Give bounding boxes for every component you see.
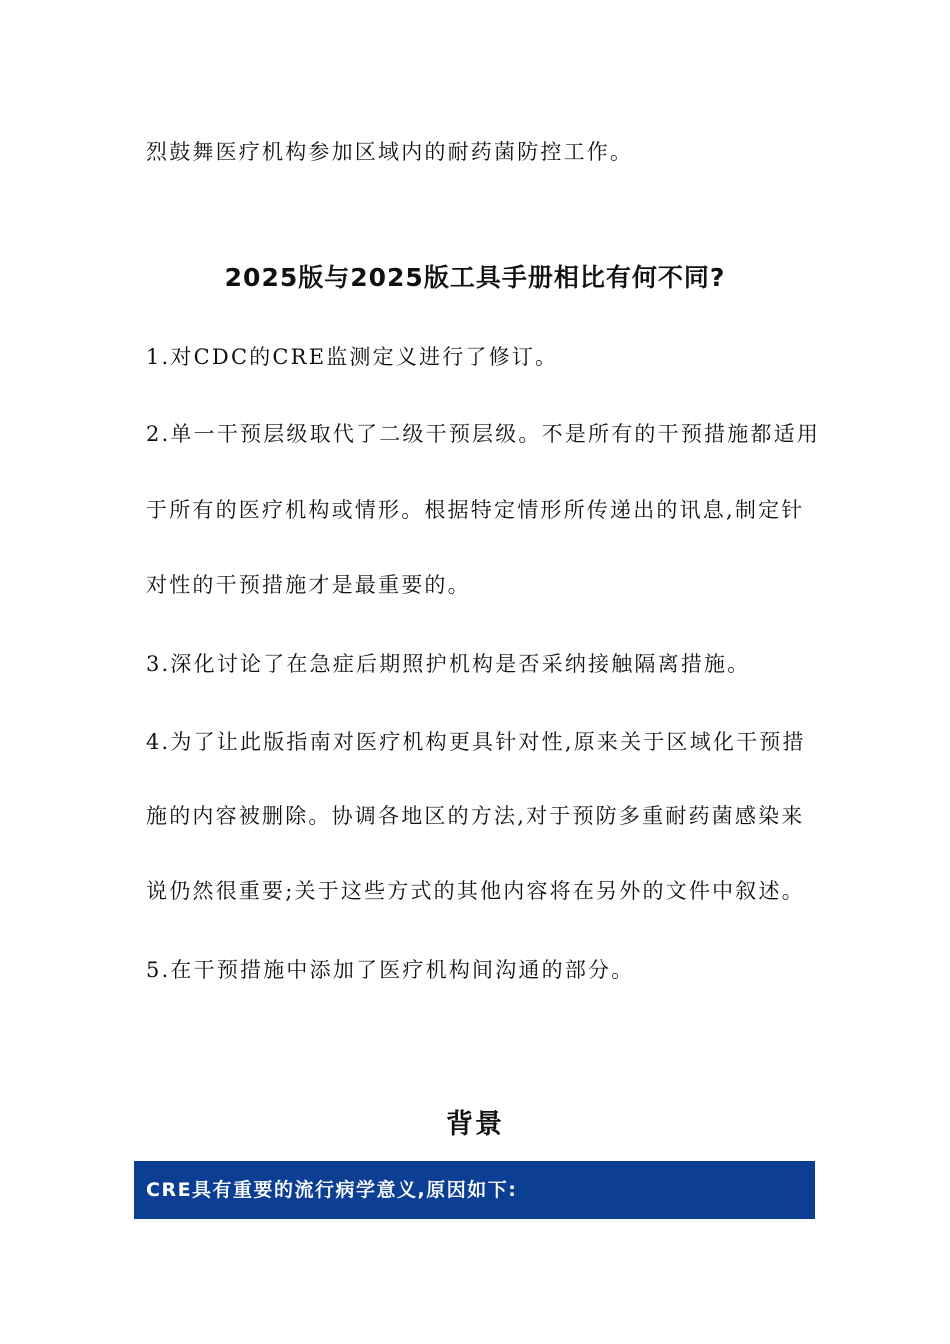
list-item-1: 1.对CDC的CRE监测定义进行了修订。	[146, 345, 559, 369]
list-item-4-line-1: 4.为了让此版指南对医疗机构更具针对性,原来关于区域化干预措	[146, 730, 806, 754]
intro-paragraph-line: 烈鼓舞医疗机构参加区域内的耐药菌防控工作。	[146, 140, 634, 164]
list-item-2-line-3: 对性的干预措施才是最重要的。	[146, 573, 471, 597]
list-item-5: 5.在干预措施中添加了医疗机构间沟通的部分。	[146, 958, 635, 982]
background-title: 背景	[446, 1109, 504, 1140]
banner-text: CRE具有重要的流行病学意义,原因如下:	[146, 1179, 518, 1201]
background-banner	[134, 1161, 815, 1219]
list-item-2-line-2: 于所有的医疗机构或情形。根据特定情形所传递出的讯息,制定针	[146, 498, 805, 522]
list-item-4-line-3: 说仍然很重要;关于这些方式的其他内容将在另外的文件中叙述。	[146, 879, 805, 903]
list-item-4-line-2: 施的内容被删除。协调各地区的方法,对于预防多重耐药菌感染来	[146, 804, 805, 828]
list-item-3: 3.深化讨论了在急症后期照护机构是否采纳接触隔离措施。	[146, 652, 751, 676]
list-item-2-line-1: 2.单一干预层级取代了二级干预层级。不是所有的干预措施都适用	[146, 422, 821, 446]
section-title: 2025版与2025版工具手册相比有何不同?	[224, 263, 726, 292]
